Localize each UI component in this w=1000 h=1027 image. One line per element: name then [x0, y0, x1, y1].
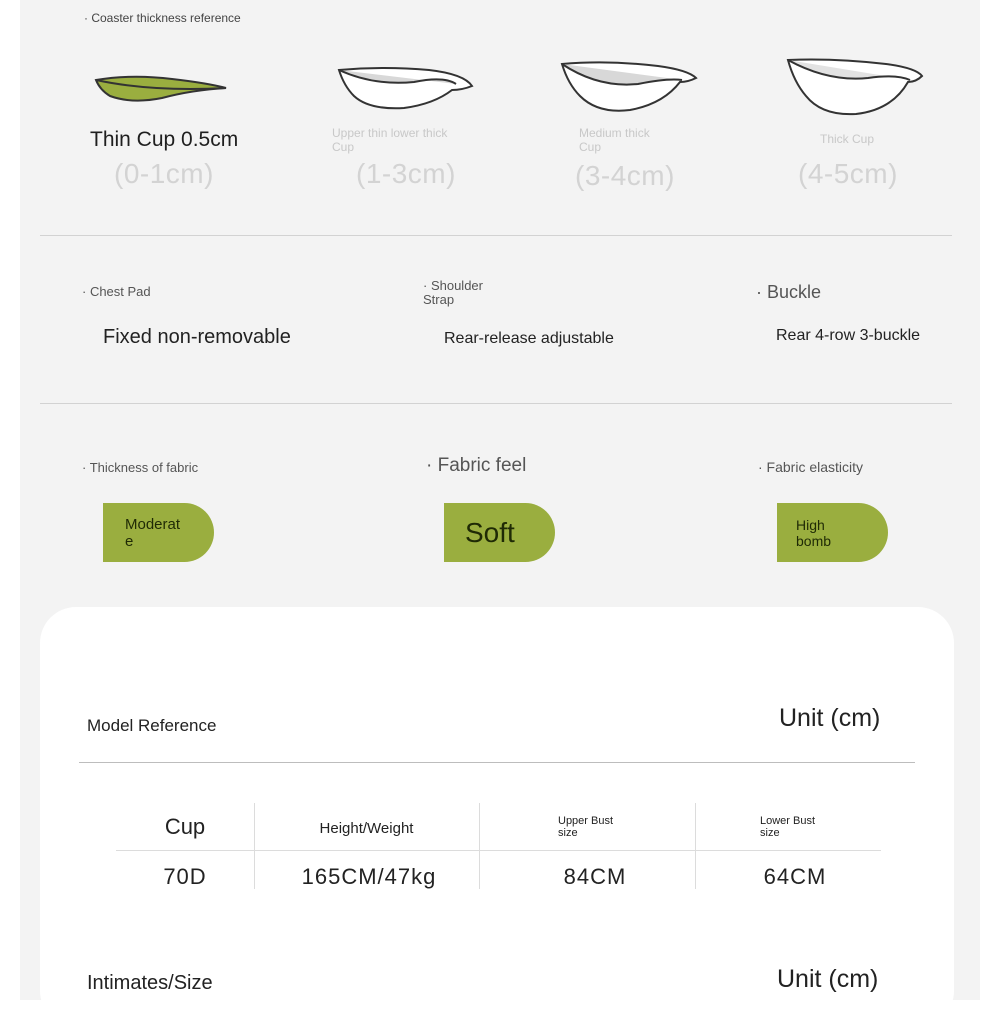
header-cup: Cup	[164, 814, 206, 839]
thin-cup-icon	[92, 70, 232, 104]
buckle-value: Rear 4-row 3-buckle	[776, 327, 921, 344]
size-section-title: Intimates/Size	[87, 972, 213, 994]
header-lower-bust: Lower Bust size	[760, 815, 816, 839]
fabric-thickness-label: · Thickness of fabric	[82, 460, 199, 475]
medium-thick-cup-icon	[558, 58, 703, 116]
row-upper-bust: 84CM	[563, 864, 627, 889]
thick-cup-icon	[784, 56, 929, 120]
fabric-elasticity-badge: High bomb	[777, 503, 888, 562]
model-reference-title: Model Reference	[87, 716, 217, 735]
table-row-divider	[116, 850, 881, 851]
thin-cup-label: Thin Cup 0.5cm	[90, 128, 239, 151]
row-height-weight: 165CM/47kg	[301, 864, 437, 889]
fabric-feel-label: · Fabric feel	[426, 455, 527, 476]
shoulder-strap-value: Rear-release adjustable	[444, 330, 614, 347]
size-unit-label: Unit (cm)	[777, 965, 879, 993]
unit-label: Unit (cm)	[779, 704, 881, 732]
header-upper-bust: Upper Bust size	[558, 815, 614, 839]
upper-thin-lower-thick-cup-icon	[334, 64, 479, 114]
medium-thick-cup-label: Medium thick Cup	[579, 126, 650, 154]
fabric-thickness-badge: Moderat e	[103, 503, 214, 562]
chest-pad-value: Fixed non-removable	[103, 326, 291, 348]
fabric-elasticity-label: · Fabric elasticity	[758, 459, 864, 475]
upper-thin-cup-range: (1-3cm)	[356, 158, 456, 189]
row-lower-bust: 64CM	[763, 864, 827, 889]
shoulder-strap-label: · Shoulder Strap	[423, 278, 483, 307]
thin-cup-range: (0-1cm)	[114, 158, 214, 189]
chest-pad-label: · Chest Pad	[82, 284, 151, 299]
thick-cup-label: Thick Cup	[820, 132, 875, 146]
fabric-feel-badge: Soft	[444, 503, 555, 562]
divider	[79, 762, 915, 763]
upper-thin-cup-label: Upper thin lower thick Cup	[332, 126, 448, 154]
coaster-section-title: · Coaster thickness reference	[84, 11, 241, 25]
buckle-label: · Buckle	[756, 282, 822, 302]
thick-cup-range: (4-5cm)	[798, 158, 898, 189]
divider	[40, 403, 952, 404]
row-cup: 70D	[163, 864, 207, 889]
header-height-weight: Height/Weight	[319, 820, 414, 837]
medium-thick-cup-range: (3-4cm)	[575, 160, 675, 191]
divider	[40, 235, 952, 236]
